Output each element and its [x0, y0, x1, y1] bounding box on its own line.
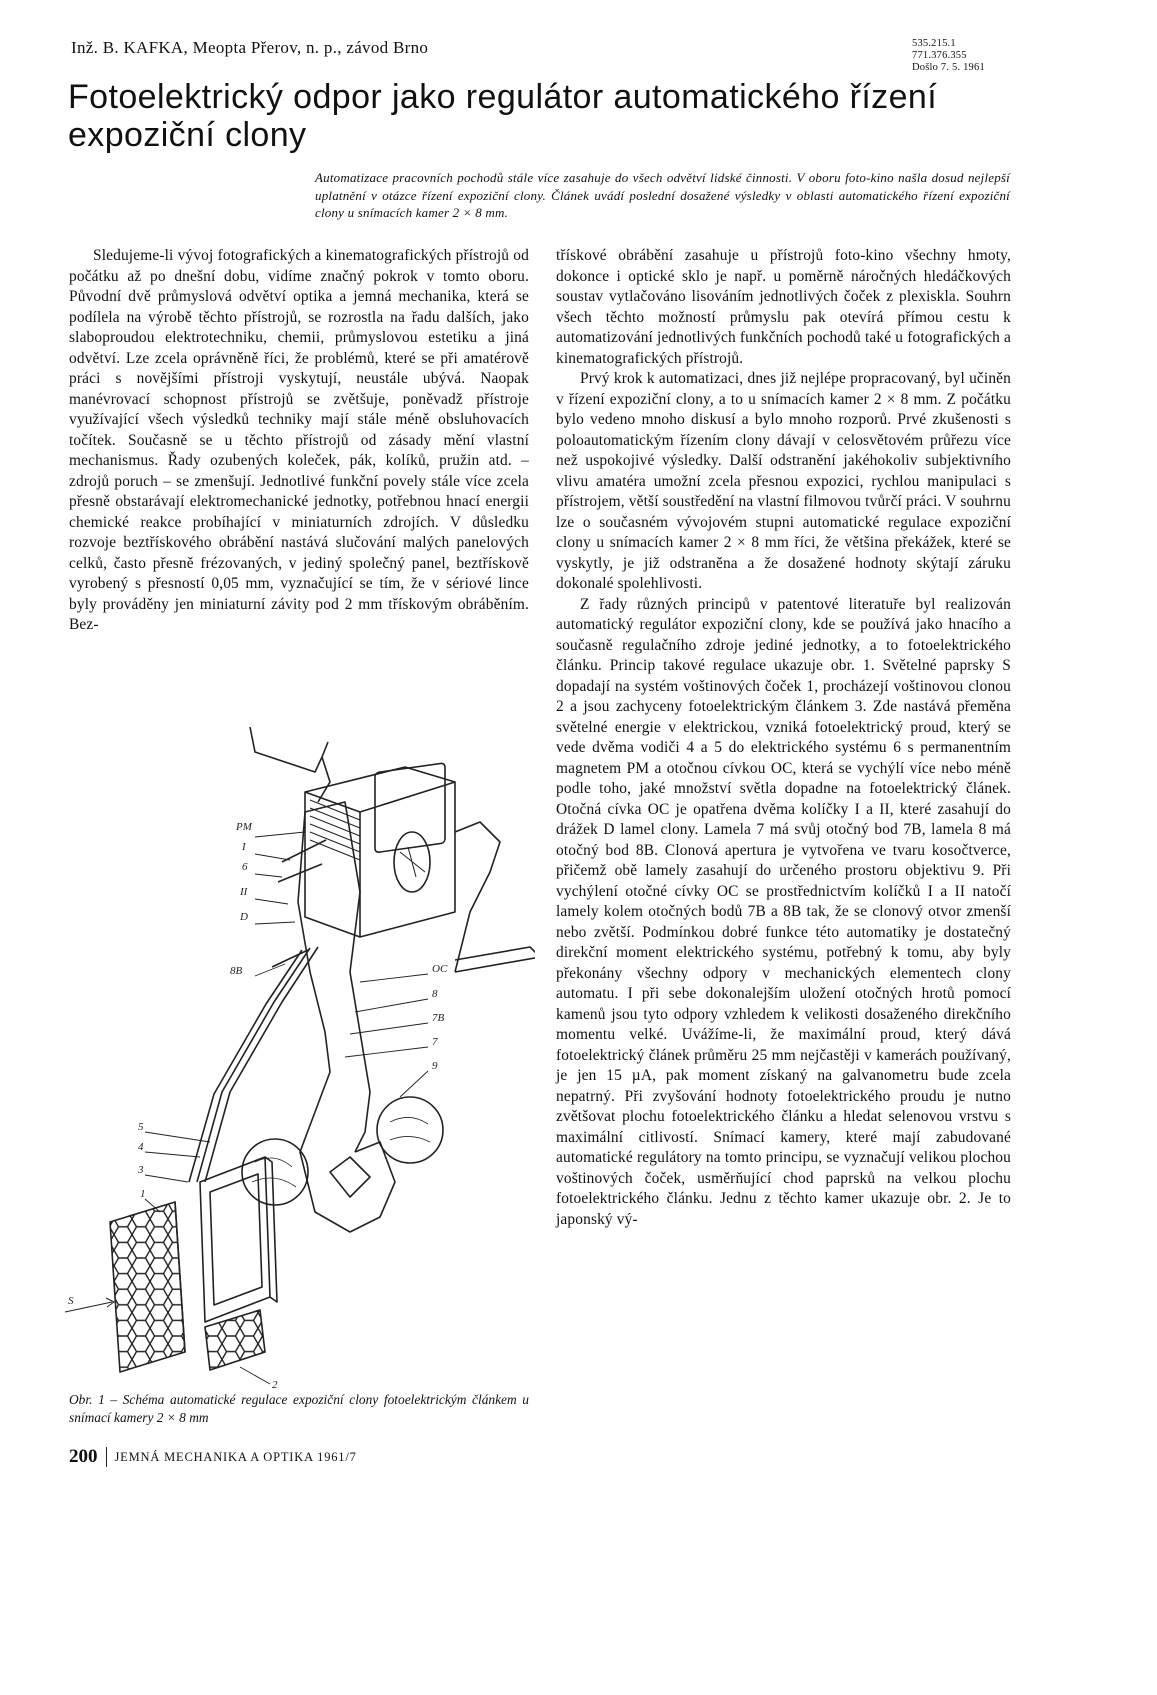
label-cell-3: 3: [138, 1164, 144, 1176]
label-lamella-8: 8: [432, 988, 438, 1000]
page-footer: [69, 1446, 529, 1468]
label-coil-oc: OC: [432, 963, 448, 975]
label-pivot-8b: 8B: [230, 965, 243, 977]
regulator-schematic-drawing: [60, 712, 535, 1392]
label-pin-1: I: [242, 841, 246, 853]
right-column: [556, 246, 1011, 1230]
journal-name: JEMNÁ MECHANIKA A OPTIKA 1961/7: [114, 1449, 357, 1464]
paragraph: Sledujeme-li vývoj fotografických a kinematografických přístrojů od počátku až po dnešní dobu, vidíme značný pokrok v tomto oboru. Původní dvě průmyslová odvětví optika a jemná mechanika, která se podílela na výrobě těchto přístrojů, se rozrostla na řadu dalších, jako slaboproudou elektrotechniku, chemii, průmyslovou estetiku a jiná odvětví. Lze zcela oprávněně říci, že problémů, které se při amatérově práci s novějšími přístroji vyskytují, neustále ubývá. Naopak manévrovací schopnost přístrojů se zvětšuje, poněvadž přístroje využívající všech výsledků techniky mají stále méně obsluhovacích točítek. Současně se u těchto přístrojů od zásady mění vlastní mechanismus. Řady ozubených koleček, pák, kolíků, pružin atd. – zdrojů poruch – se zmenšují. Jednotlivé funkční povely stále více zcela přesně obstarávají elektromechanické jednotky, potřebnou hnací energii chemické reakce probíhající v miniaturních zdrojích. V důsledku rozvoje beztřískového obrábění nastává slučování malých panelových celků, často přesně frézovaných, v jediný společný panel, beztřískově vyrobený s přesností 0,05 mm, vyznačující se tím, že v sériové lince byly prováděny jen miniaturní závity pod 2 mm třískovým obráběním. Bez-: [69, 247, 529, 633]
reference-codes: [912, 38, 1072, 74]
label-lamella-7: 7: [432, 1036, 438, 1048]
label-diaphragm-2: 2: [272, 1379, 278, 1391]
abstract: Automatizace pracovních pochodů stále více zasahuje do všech odvětví lidské činnosti. V oboru foto-kino našla dosud nejlepší uplatnění v otázce řízení expoziční clony. Článek uvádí poslední dosažené výsledky v oblasti automatického řízení expoziční clony u snímacích kamer 2 × 8 mm.: [315, 170, 1010, 220]
author-line: Inž. B. KAFKA, Meopta Přerov, n. p., závod Brno: [71, 38, 429, 57]
label-rays-s: S: [68, 1295, 74, 1307]
udc-code-2: 771.376.355: [912, 50, 967, 61]
page-number: 200: [69, 1446, 98, 1467]
footer-divider: [106, 1447, 107, 1467]
label-pm: PM: [236, 821, 252, 833]
label-groove-d: D: [240, 911, 248, 923]
udc-code-1: 535.215.1: [912, 38, 956, 49]
label-wire-5: 5: [138, 1121, 144, 1133]
label-lens-1: 1: [140, 1188, 146, 1200]
paragraph: Prvý krok k automatizaci, dnes již nejlépe propracovaný, byl učiněn v řízení expoziční clony, a to u snímacích kamer 2 × 8 mm. Z počátku bylo vedeno mnoho diskusí a bylo mnoho rozporů. Prvé zkušenosti s poloautomatickým řízením clony dávají v celosvětovém průřezu více než uspokojivé výsledky. Další odstranění jakéhokoliv subjektivního vlivu amatéra umožní zcela přesnou expozici, rychlou manipulaci s přístrojem, větší soustředění na vlastní filmovou tvůrčí práci. V souhrnu lze o současném vývojovém stupni automatické regulace expoziční clony u snímacích kamer 2 × 8 mm říci, že většina překážek, které se vyskytly, je již odstraněna a že dosažené hodnoty skýtají záruku dokonalé spolehlivosti.: [556, 370, 1011, 592]
label-pivot-7b: 7B: [432, 1012, 445, 1024]
label-pin-2: II: [240, 886, 248, 898]
article-title: Fotoelektrický odpor jako regulátor automatického řízení expoziční clony: [68, 78, 938, 154]
figure-1: [60, 712, 535, 1392]
received-date: Došlo 7. 5. 1961: [912, 62, 985, 73]
figure-caption: Obr. 1 – Schéma automatické regulace expoziční clony fotoelektrickým článkem u snímací kamery 2 × 8 mm: [69, 1392, 529, 1425]
label-objective-9: 9: [432, 1060, 438, 1072]
label-system-6: 6: [242, 861, 248, 873]
paragraph: Z řady různých principů v patentové literatuře byl realizován automatický regulátor expoziční clony, kde se používá jako hnacího a současně regulačního zdroje jediné jednotky, a to fotoelektrického článku. Princip takové regulace ukazuje obr. 1. Světelné paprsky S dopadají na systém voštinových čoček 1, procházejí voštinovou clonou 2 a jsou zachyceny fotoelektrickým článkem 3. Zde nastává přeměna světelné energie v elektrickou, vzniká fotoelektrický proud, který se vede dvěma vodiči 4 a 5 do elektrického systému 6 s permanentním magnetem PM a otočnou cívkou OC, která se vychýlí více nebo méně podle toho, jaké množství světla dopadne na fotoelektrický článek. Otočná cívka OC je opatřena dvěma kolíčky I a II, které zasahují do drážek D lamel clony. Lamela 7 má svůj otočný bod 7B, lamela 8 má otočný bod 8B. Clonová apertura je vytvořena ve tvaru kosočtverce, přičemž obě lamely zasahují do určeného prostoru objektivu 9. Při vychýlení otočné cívky OC se prostřednictvím kolíčků I a II natočí lamely kolem otočných bodů 7B a 8B tak, že se clonový otvor zmenší nebo zvětší. Podmínkou dobré funkce této automatiky je dostatečný direkční moment elektrického systému, potřebný k tomu, aby byly překonány všechny odpory v mechanických elementech clony automatu. I při sebe dokonalejším uložení otočných hrotů pomocí kamenů jsou tyto odpory vzhledem k velikosti dosaženého direkčního momentu velké. Uvážíme-li, že maximální proud, který dává fotoelektrický článek průměru 25 mm nejčastěji v kamerách používaný, je jen 15 µA, pak moment získaný na galvanometru bude zcela nepatrný. Při zvyšování hodnoty fotoelektrického proudu je nutno zvětšovat plochu fotoelektrického článku a hledat selenovou vrstvu s maximální citlivostí. Snímací kamery, které mají zabudované automatické regulátory na tomto principu, se vyznačují velikou plochou voštinových čoček, usměrňující chod paprsků na velkou plochu fotoelektrického článku. Jednu z těchto kamer ukazuje obr. 2. Je to japonský vý-: [556, 595, 1011, 1228]
paragraph: třískové obrábění zasahuje u přístrojů foto-kino všechny hmoty, dokonce i optické sklo je např. u poměrně náročných hledáčkových soustav vytlačováno lisováním jednotlivých čoček z plexiskla. Souhrn všech těchto možností průmyslu pak otevírá přímou cestu k automatizování jednotlivých funkčních pochodů také u fotografických a kinematografických přístrojů.: [556, 247, 1011, 367]
label-wire-4: 4: [138, 1141, 144, 1153]
left-column: [69, 246, 529, 636]
